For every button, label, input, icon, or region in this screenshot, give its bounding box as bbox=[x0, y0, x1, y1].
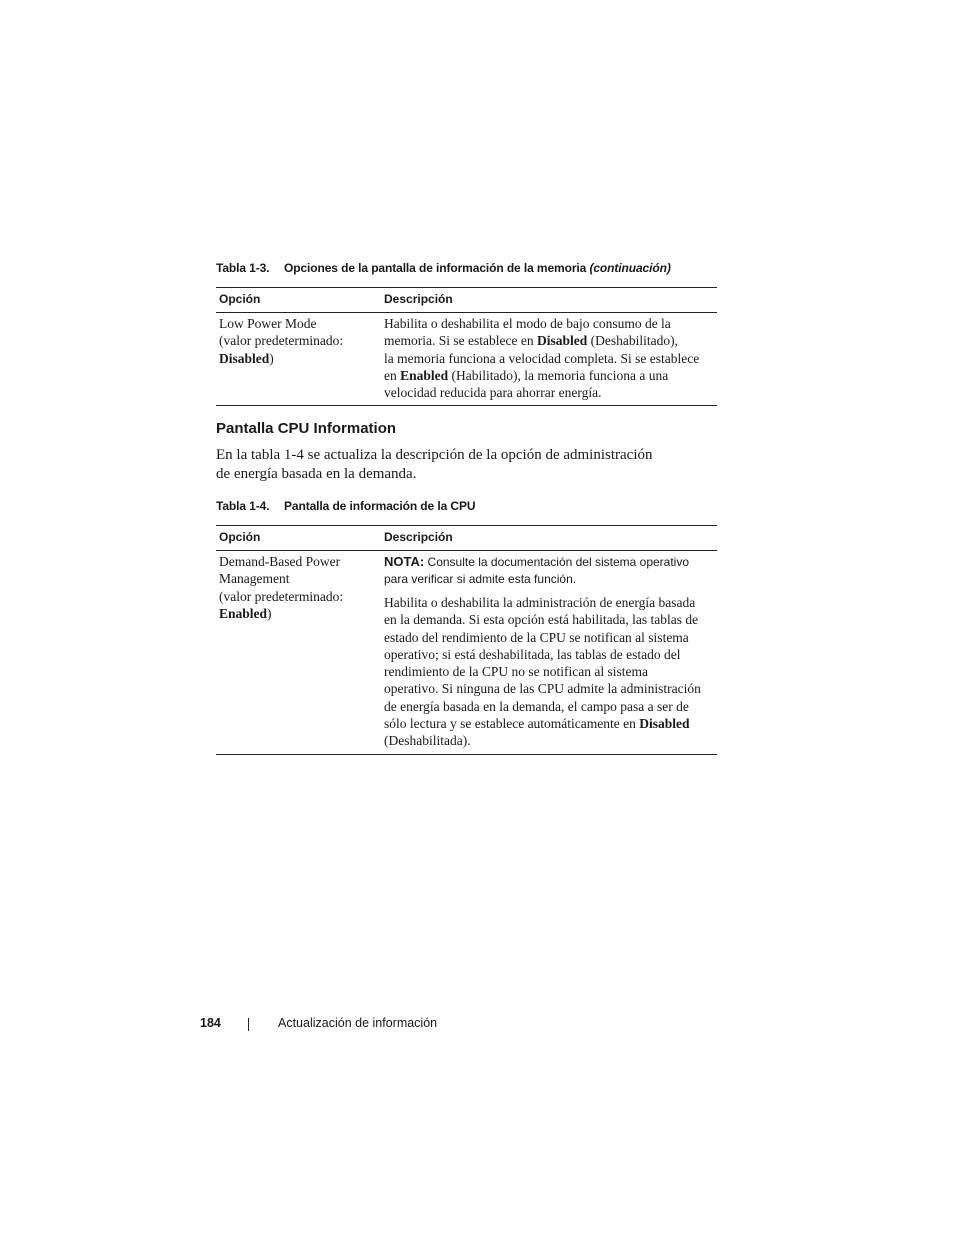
paragraph-line: En la tabla 1-4 se actualiza la descripción de la opción de administración bbox=[216, 447, 653, 463]
note-block bbox=[384, 553, 714, 588]
description-bold: Enabled bbox=[400, 367, 449, 383]
description-line: de energía basada en la demanda, el campo pasa a ser de bbox=[384, 698, 689, 714]
description-line: (Deshabilitada). bbox=[384, 733, 471, 749]
header-option: Opción bbox=[216, 526, 381, 551]
description-line bbox=[384, 332, 714, 349]
description-line: rendimiento de la CPU no se notifican al sistema bbox=[384, 664, 648, 680]
option-name: Low Power Mode bbox=[219, 316, 317, 331]
description-line bbox=[384, 715, 714, 732]
description-line: velocidad reducida para ahorrar energía. bbox=[384, 385, 602, 401]
description-text: (Habilitado), la memoria funciona a una bbox=[448, 367, 669, 383]
description-line: en la demanda. Si esta opción está habilitada, las tablas de bbox=[384, 612, 699, 628]
description-line: Habilita o deshabilita el modo de bajo consumo de la bbox=[384, 316, 671, 331]
description-line: operativo; si está deshabilitada, las tablas de estado del bbox=[384, 646, 681, 662]
option-name: Management bbox=[219, 571, 290, 587]
option-name: Demand-Based Power bbox=[219, 554, 341, 569]
header-description: Descripción bbox=[381, 288, 717, 313]
table-1-4-title: Pantalla de información de la CPU bbox=[284, 499, 476, 513]
description-bold: Disabled bbox=[639, 716, 690, 732]
description-text: sólo lectura y se establece automáticamente en bbox=[384, 716, 640, 732]
table-1-4-caption bbox=[216, 499, 475, 513]
table-1-3-caption bbox=[216, 261, 671, 275]
description-bold: Disabled bbox=[536, 333, 588, 349]
default-value-close: ) bbox=[269, 350, 274, 366]
table-1-3-continuation: (continuación) bbox=[589, 261, 671, 275]
table-1-3-title: Opciones de la pantalla de información de la memoria bbox=[284, 261, 587, 275]
description-text: en bbox=[384, 367, 401, 383]
option-default-value bbox=[219, 605, 378, 622]
table-row bbox=[216, 313, 717, 406]
description-cell bbox=[381, 551, 717, 755]
description-line bbox=[384, 367, 714, 384]
table-header-row bbox=[216, 288, 717, 313]
description-text: (Deshabilitado), bbox=[587, 333, 678, 349]
option-cell bbox=[216, 551, 381, 755]
header-description: Descripción bbox=[381, 526, 717, 551]
table-1-4 bbox=[216, 525, 717, 755]
option-default-label: (valor predeterminado: bbox=[219, 333, 344, 349]
note-text: Consulte la documentación del sistema operativo bbox=[424, 555, 690, 569]
description-line: la memoria funciona a velocidad completa. Si se establece bbox=[384, 350, 700, 366]
description-cell bbox=[381, 313, 717, 406]
table-1-3 bbox=[216, 287, 717, 406]
default-value-bold: Disabled bbox=[219, 350, 270, 366]
note-label: NOTA: bbox=[384, 554, 425, 569]
table-row bbox=[216, 551, 717, 755]
description-line: Habilita o deshabilita la administración de energía basada bbox=[384, 595, 696, 610]
description-text: memoria. Si se establece en bbox=[384, 333, 537, 349]
paragraph-line: de energía basada en la demanda. bbox=[216, 466, 417, 482]
default-value-bold: Enabled bbox=[219, 605, 268, 621]
default-value-close: ) bbox=[267, 605, 272, 621]
description-line: operativo. Si ninguna de las CPU admite la administración bbox=[384, 681, 701, 697]
table-1-3-number: Tabla 1-3. bbox=[216, 261, 270, 275]
footer-divider bbox=[248, 1018, 249, 1031]
option-default-label: (valor predeterminado: bbox=[219, 588, 344, 604]
footer-title: Actualización de información bbox=[278, 1016, 438, 1030]
option-cell bbox=[216, 313, 381, 406]
note-line bbox=[384, 553, 714, 571]
option-default-value bbox=[219, 350, 378, 367]
description-line: estado del rendimiento de la CPU se notifican al sistema bbox=[384, 629, 689, 645]
section-heading: Pantalla CPU Information bbox=[216, 420, 397, 437]
header-option: Opción bbox=[216, 288, 381, 313]
table-header-row bbox=[216, 526, 717, 551]
table-1-4-number: Tabla 1-4. bbox=[216, 499, 270, 513]
section-paragraph bbox=[216, 446, 653, 484]
page-number: 184 bbox=[200, 1016, 221, 1030]
note-line: para verificar si admite esta función. bbox=[384, 572, 577, 586]
